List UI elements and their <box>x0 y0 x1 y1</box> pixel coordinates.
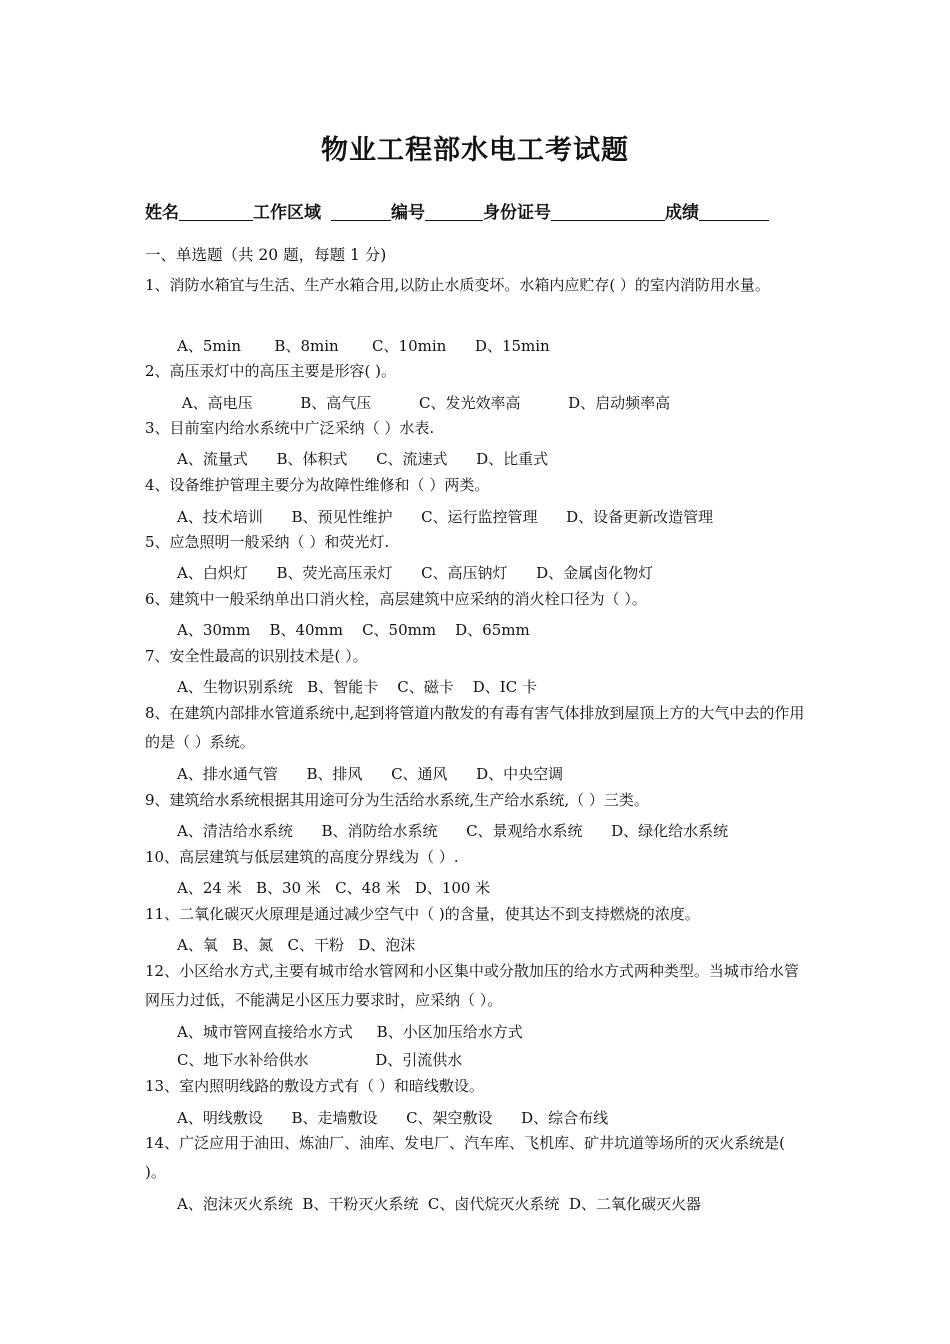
name-blank[interactable] <box>179 204 253 221</box>
document-title: 物业工程部水电工考试题 <box>321 135 629 166</box>
question-9-options: A、清洁给水系统 B、消防给水系统 C、景观给水系统 D、绿化给水系统 <box>177 822 729 840</box>
question-11: 11、二氧化碳灭火原理是通过减少空气中（ )的含量，使其达不到支持燃烧的浓度。 <box>145 905 700 923</box>
question-12-options-line-1: A、城市管网直接给水方式 B、小区加压给水方式 <box>177 1023 523 1041</box>
question-6: 6、建筑中一般采纳单出口消火栓，高层建筑中应采纳的消火栓口径为（ ）。 <box>145 590 647 608</box>
question-9: 9、建筑给水系统根据其用途可分为生活给水系统,生产给水系统,（ ）三类。 <box>145 791 649 809</box>
question-1: 1、消防水箱宜与生活、生产水箱合用,以防止水质变坏。水箱内应贮存( ）的室内消防用水量。 <box>145 276 770 294</box>
question-13: 13、室内照明线路的敷设方式有（ ）和暗线敷设。 <box>145 1077 484 1095</box>
question-5: 5、应急照明一般采纳（ ）和荧光灯. <box>145 533 390 551</box>
question-5-options: A、白炽灯 B、荧光高压汞灯 C、高压钠灯 D、金属卤化物灯 <box>177 564 654 582</box>
question-10: 10、高层建筑与低层建筑的高度分界线为（ ）. <box>145 848 459 866</box>
header-info-line <box>145 198 815 223</box>
question-11-options: A、氧 B、氮 C、干粉 D、泡沫 <box>177 936 416 954</box>
question-3-options: A、流量式 B、体积式 C、流速式 D、比重式 <box>177 450 549 468</box>
question-7-options: A、生物识别系统 B、智能卡 C、磁卡 D、IC 卡 <box>177 678 537 696</box>
score-label: 成绩 <box>665 203 699 223</box>
number-blank[interactable] <box>425 204 483 221</box>
question-4: 4、设备维护管理主要分为故障性维修和（ ）两类。 <box>145 476 490 494</box>
question-2: 2、高压汞灯中的高压主要是形容( )。 <box>145 362 397 380</box>
question-13-options: A、明线敷设 B、走墙敷设 C、架空敷设 D、综合布线 <box>177 1109 609 1127</box>
section-heading: 一、单选题（共 20 题，每题 1 分) <box>145 246 387 264</box>
area-blank[interactable] <box>331 204 391 221</box>
question-12-options-line-2: C、地下水补给供水 D、引流供水 <box>177 1051 463 1069</box>
question-3: 3、目前室内给水系统中广泛采纳（ ）水表. <box>145 419 435 437</box>
question-7: 7、安全性最高的识别技术是( ）。 <box>145 647 368 665</box>
question-2-options: A、高电压 B、高气压 C、发光效率高 D、启动频率高 <box>177 394 671 412</box>
question-1-options: A、5min B、8min C、10min D、15min <box>177 337 550 355</box>
question-12: 12、小区给水方式,主要有城市给水管网和小区集中或分散加压的给水方式两种类型。当城市给水管网压力过低，不能满足小区压力要求时，应采纳（ ）。 <box>145 962 799 1009</box>
question-6-options: A、30mm B、40mm C、50mm D、65mm <box>177 621 530 639</box>
number-label: 编号 <box>391 203 425 223</box>
area-label: 工作区域 <box>253 203 321 223</box>
name-label: 姓名 <box>145 203 179 223</box>
question-4-options: A、技术培训 B、预见性维护 C、运行监控管理 D、设备更新改造管理 <box>177 508 714 526</box>
question-8: 8、在建筑内部排水管道系统中,起到将管道内散发的有毒有害气体排放到屋顶上方的大气中去的作用的是（ ）系统。 <box>145 704 805 751</box>
id-card-blank[interactable] <box>551 204 665 221</box>
question-10-options: A、24 米 B、30 米 C、48 米 D、100 米 <box>177 879 491 897</box>
question-14: 14、广泛应用于油田、炼油厂、油库、发电厂、汽车库、飞机库、矿井坑道等场所的灭火系统是( )。 <box>145 1134 785 1181</box>
question-14-options: A、泡沫灭火系统 B、干粉灭火系统 C、卤代烷灭火系统 D、二氧化碳灭火器 <box>177 1195 701 1213</box>
question-8-options: A、排水通气管 B、排风 C、通风 D、中央空调 <box>177 765 564 783</box>
id-card-label: 身份证号 <box>483 203 551 223</box>
score-blank[interactable] <box>699 204 769 221</box>
